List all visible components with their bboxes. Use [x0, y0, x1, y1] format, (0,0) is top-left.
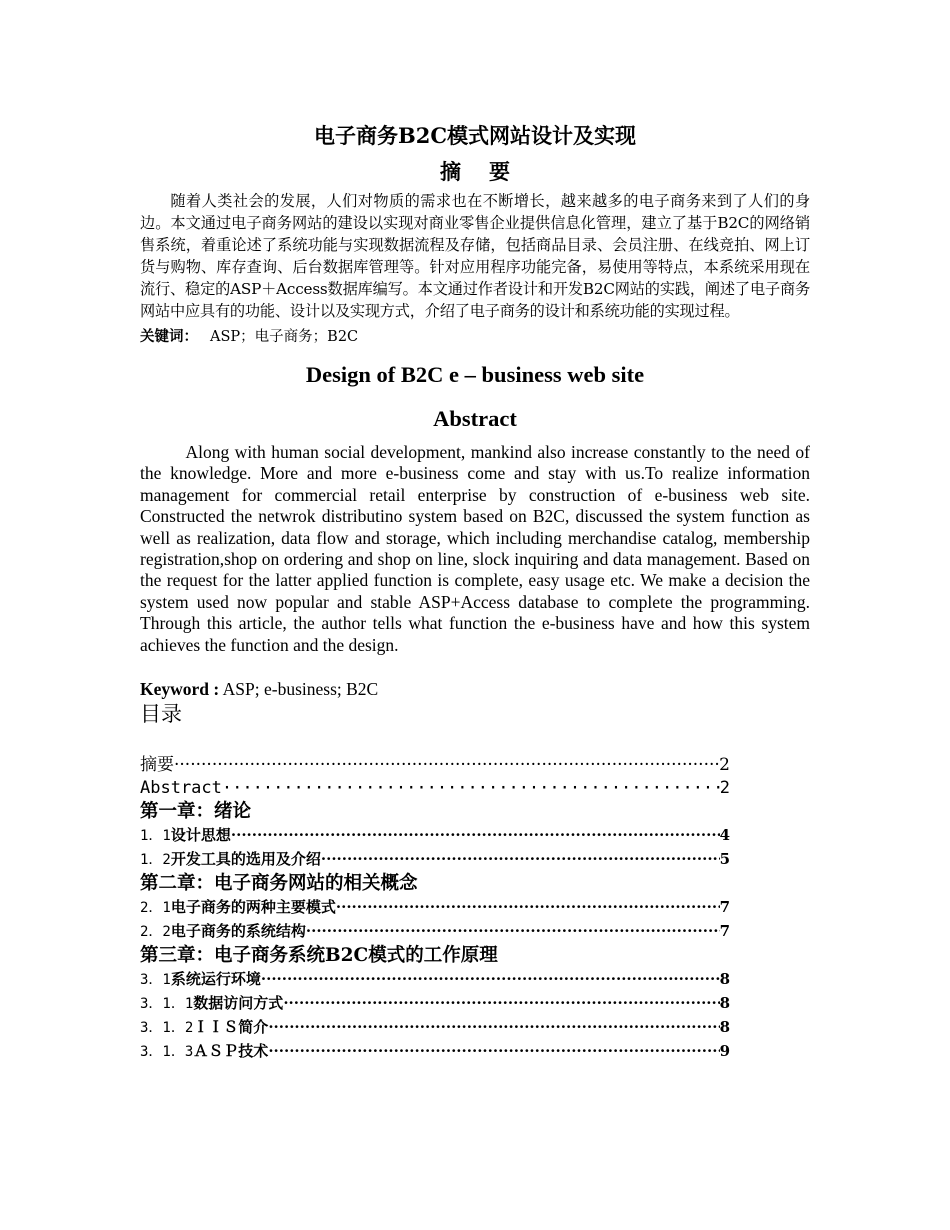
toc-entry-3-1-1[interactable] [140, 992, 730, 1016]
toc-entry-page: 8 [719, 1018, 730, 1037]
toc-leader-dots [321, 848, 720, 871]
toc-entry-page: 2 [719, 755, 730, 776]
english-keywords-label: Keyword : [140, 679, 220, 700]
toc-leader-dots [231, 824, 720, 847]
toc-entry-abstract-en[interactable] [140, 777, 730, 800]
toc-leader-dots [306, 920, 720, 943]
chinese-keywords [140, 326, 810, 348]
toc-entry-label: ＡＳＰ技术 [193, 1042, 269, 1061]
toc-entry-number: 3．1．1 [140, 996, 194, 1013]
toc-leader-dots [222, 777, 720, 800]
toc-entry-label: 摘要 [140, 755, 174, 776]
toc-entry-label: 系统运行环境 [170, 970, 261, 989]
chinese-abstract-body: 随着人类社会的发展，人们对物质的需求也在不断增长，越来越多的电子商务来到了人们的身边。本文通过电子商务网站的建设以实现对商业零售企业提供信息化管理，建立了基于B2C的网络销售系统，着重论述了系统功能与实现数据流程及存储，包括商品目录、会员注册、在线竞拍、网上订货与购物、库存查询、后台数据库管理等。针对应用程序功能完备，易使用等特点，本系统采用现在流行、稳定的ASP＋Access数据库编写。本文通过作者设计和开发B2C网站的实践，阐述了电子商务网站中应具有的功能、设计以及实现方式，介绍了电子商务的设计和系统功能的实现过程。 [140, 192, 810, 320]
toc-entry-page: 2 [719, 778, 730, 799]
english-title: Design of B2C e – business web site [305, 362, 645, 387]
toc-entry-3-1-2[interactable] [140, 1016, 730, 1040]
toc-leader-dots [174, 754, 719, 777]
toc-leader-dots [268, 1040, 719, 1063]
toc-leader-dots [268, 1016, 719, 1039]
toc-entry-label: 开发工具的选用及介绍 [170, 850, 321, 869]
toc-leader-dots [336, 896, 720, 919]
english-abstract-heading: Abstract [433, 406, 517, 431]
toc-entry-3-1-3[interactable] [140, 1040, 730, 1064]
toc-entry-page: 8 [719, 970, 730, 989]
toc-chapter-label: 第一章：绪论 [140, 801, 252, 823]
toc-entry-3-1[interactable] [140, 968, 730, 992]
chinese-title: 电子商务B2C模式网站设计及实现 [313, 123, 637, 148]
toc-entry-1-1[interactable] [140, 824, 730, 848]
table-of-contents [140, 754, 730, 1064]
toc-chapter-2[interactable] [140, 872, 730, 896]
toc-entry-number: 3．1．3 [140, 1044, 194, 1061]
toc-entry-label: 设计思想 [170, 826, 231, 845]
toc-chapter-3[interactable] [140, 944, 730, 968]
toc-entry-label: ＩＩＳ简介 [193, 1018, 269, 1037]
toc-entry-number: 3．1．2 [140, 1020, 194, 1037]
english-abstract-body: Along with human social development, mankind also increase constantly to the need of the knowledge. More and more e-business come and stay with us.To realize information management for commercial retail enterprise by construction of e-business web site. Constructed the netwrok distributino system based on B2C, discussed the system function as well as realization, data flow and storage, which including merchandise catalog, membership registration,shop on ordering and shop on line, slock inquiring and data management. Based on the request for the latter applied function is complete, easy usage etc. We make a decision the system used now popular and stable ASP+Access database to complete the programming. Through this article, the author tells what function the e-business have and how this system achieves the function and the design. [140, 442, 810, 655]
toc-entry-1-2[interactable] [140, 848, 730, 872]
toc-entry-page: 8 [719, 994, 730, 1013]
chinese-keywords-value: ASP；电子商务；B2C [210, 329, 359, 345]
toc-entry-number: 1．1 [140, 828, 171, 845]
toc-entry-2-1[interactable] [140, 896, 730, 920]
toc-entry-label: 电子商务的两种主要模式 [170, 898, 336, 917]
english-keywords [140, 678, 810, 700]
english-keywords-value: ASP; e-business; B2C [219, 679, 379, 700]
toc-entry-number: 3．1 [140, 972, 171, 989]
toc-entry-page: 7 [719, 898, 730, 917]
toc-leader-dots [283, 992, 719, 1015]
toc-entry-page: 9 [719, 1042, 730, 1061]
toc-heading: 目录 [140, 702, 182, 727]
toc-entry-page: 4 [719, 826, 730, 845]
toc-entry-page: 7 [719, 922, 730, 941]
toc-chapter-1[interactable] [140, 800, 730, 824]
toc-entry-label: 数据访问方式 [193, 994, 284, 1013]
toc-entry-page: 5 [719, 850, 730, 869]
toc-entry-number: 2．2 [140, 924, 171, 941]
toc-chapter-label: 第三章：电子商务系统B2C模式的工作原理 [140, 945, 498, 967]
toc-chapter-label: 第二章：电子商务网站的相关概念 [140, 873, 418, 895]
chinese-abstract-heading: 摘要 [440, 159, 538, 184]
toc-entry-number: 2．1 [140, 900, 171, 917]
toc-entry-abstract-cn[interactable] [140, 754, 730, 777]
document-page [140, 120, 810, 1064]
toc-entry-label: Abstract [140, 778, 222, 799]
chinese-keywords-label: 关键词： [140, 328, 198, 345]
toc-entry-number: 1．2 [140, 852, 171, 869]
toc-entry-label: 电子商务的系统结构 [170, 922, 306, 941]
toc-leader-dots [261, 968, 720, 991]
toc-entry-2-2[interactable] [140, 920, 730, 944]
